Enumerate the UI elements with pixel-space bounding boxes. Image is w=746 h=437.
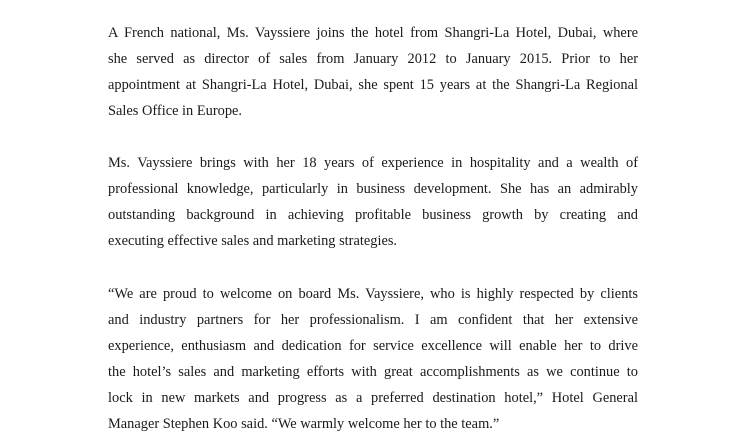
text-line: outstanding background in achieving profitable business growth by creating and bbox=[108, 207, 638, 223]
text-line: experience, enthusiasm and dedication for service excellence will enable her to drive bbox=[108, 338, 638, 354]
text-line: Ms. Vayssiere brings with her 18 years of experience in hospitality and a wealth of bbox=[108, 155, 638, 171]
paragraph-experience bbox=[108, 150, 638, 254]
text-line: and industry partners for her professionalism. I am confident that her extensive bbox=[108, 312, 638, 328]
text-line: lock in new markets and progress as a preferred destination hotel,” Hotel General bbox=[108, 390, 638, 406]
paragraph-quote bbox=[108, 281, 638, 437]
text-line: the hotel’s sales and marketing efforts with great accomplishments as we continue to bbox=[108, 364, 638, 380]
paragraph-appointment-background bbox=[108, 20, 638, 124]
text-line: executing effective sales and marketing strategies. bbox=[108, 233, 398, 249]
text-line: Manager Stephen Koo said. “We warmly welcome her to the team.” bbox=[108, 416, 500, 432]
text-line: she served as director of sales from January 2012 to January 2015. Prior to her bbox=[108, 51, 638, 67]
text-line: appointment at Shangri-La Hotel, Dubai, she spent 15 years at the Shangri-La Regional bbox=[108, 77, 638, 93]
text-line: Sales Office in Europe. bbox=[108, 103, 243, 119]
text-line: “We are proud to welcome on board Ms. Vayssiere, who is highly respected by clients bbox=[108, 286, 638, 302]
text-line: professional knowledge, particularly in business development. She has an admirably bbox=[108, 181, 638, 197]
text-line: A French national, Ms. Vayssiere joins the hotel from Shangri-La Hotel, Dubai, where bbox=[108, 25, 638, 41]
